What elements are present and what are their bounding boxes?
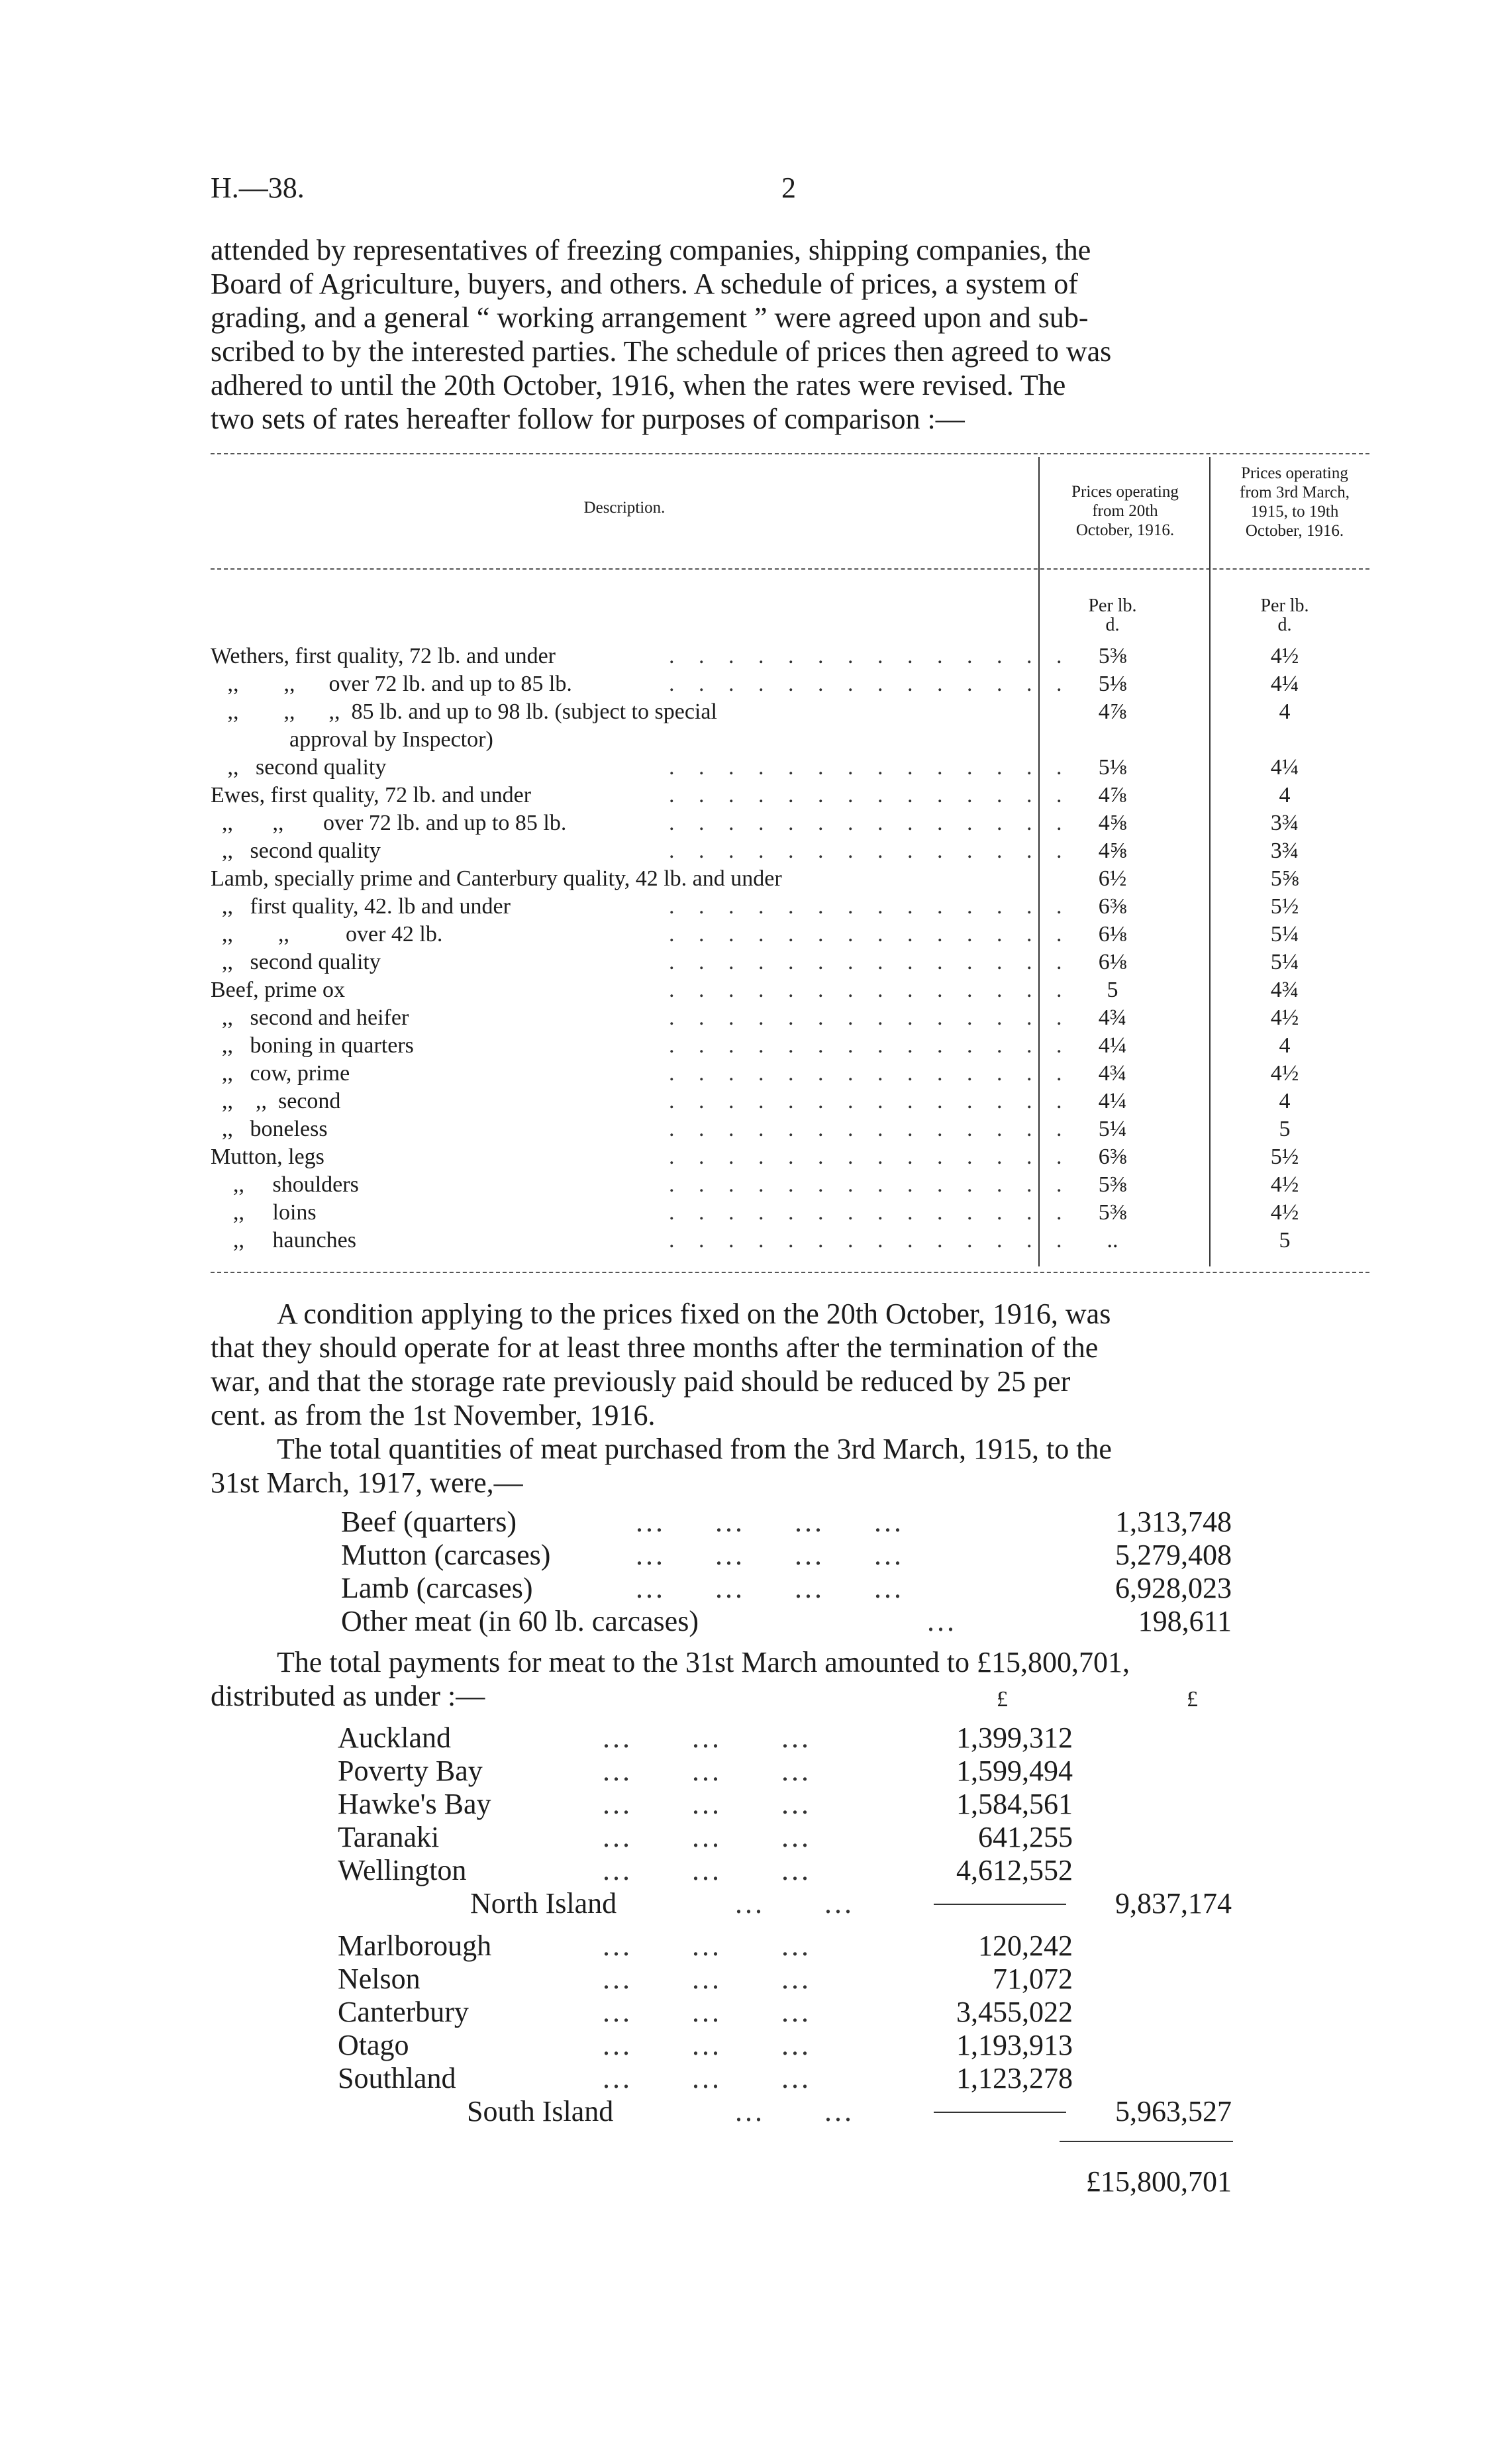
district-amount: 1,599,494 <box>956 1755 1073 1787</box>
price-current: 5⅜ <box>1098 1172 1127 1197</box>
table-row <box>0 726 1486 754</box>
price-previous: 4 <box>1279 783 1291 807</box>
district-amount: 3,455,022 <box>956 1996 1073 2028</box>
price-previous: 5¼ <box>1270 950 1299 974</box>
header-line: 1915, to 19th <box>1250 503 1339 521</box>
leader-dots: ... ... ... ... <box>636 1506 904 1538</box>
header-line: from 3rd March, <box>1240 484 1350 501</box>
table-row <box>0 754 1486 782</box>
table-row <box>0 782 1486 809</box>
table-row <box>0 949 1486 976</box>
condition-line: cent. as from the 1st November, 1916. <box>211 1399 656 1431</box>
quantities-intro-line: The total quantities of meat purchased from the 3rd March, 1915, to the <box>277 1433 1112 1465</box>
currency-label-col2: £ <box>1187 1687 1198 1712</box>
district-amount: 641,255 <box>978 1821 1073 1853</box>
price-previous: 4¾ <box>1270 978 1299 1002</box>
leader-dots: . . . . . . . . . . . . . . <box>669 950 1071 974</box>
price-current: 5⅛ <box>1098 755 1127 780</box>
leader-dots: . . . . . . . . . . . . . . <box>669 783 1071 807</box>
unit-line: Per lb. <box>1260 595 1309 616</box>
table-bottom-rule <box>211 1272 1369 1273</box>
leader-dots: ... ... ... ... <box>636 1572 904 1604</box>
district-name: Hawke's Bay <box>338 1788 491 1820</box>
table-row <box>0 1060 1486 1088</box>
price-current: 4⅝ <box>1098 811 1127 835</box>
price-current: 4⅞ <box>1098 699 1127 724</box>
leader-dots: ... ... ... <box>603 2029 811 2061</box>
price-previous: 4½ <box>1270 1172 1299 1197</box>
price-current: 6⅛ <box>1098 950 1127 974</box>
total-rule <box>1060 2141 1233 2142</box>
district-amount: 1,193,913 <box>956 2029 1073 2061</box>
price-previous: 4¼ <box>1270 755 1299 780</box>
table-row <box>0 921 1486 949</box>
table-row <box>0 1143 1486 1171</box>
price-previous: 4¼ <box>1270 672 1299 696</box>
leader-dots: ... ... <box>735 2095 854 2128</box>
district-amount: 4,612,552 <box>956 1854 1073 1886</box>
intro-paragraph <box>211 233 1383 436</box>
row-description: ,, second quality <box>211 950 381 974</box>
leader-dots: ... ... ... <box>603 1821 811 1853</box>
row-description: ,, cow, prime <box>211 1061 350 1086</box>
price-current: 5¼ <box>1098 1117 1127 1141</box>
row-description: ,, ,, over 72 lb. and up to 85 lb. <box>211 672 572 696</box>
table-row <box>0 1199 1486 1227</box>
quantity-label: Lamb (carcases) <box>341 1572 533 1604</box>
leader-dots: . . . . . . . . . . . . . . <box>669 978 1071 1002</box>
table-row <box>0 670 1486 698</box>
leader-dots: ... <box>927 1605 957 1637</box>
table-row <box>0 1088 1486 1115</box>
header-line: Prices operating <box>1071 483 1179 501</box>
grand-total: £15,800,701 <box>1086 2165 1232 2198</box>
col1-units <box>1046 596 1179 635</box>
col2-units <box>1218 596 1351 635</box>
district-name: Otago <box>338 2029 409 2061</box>
table-row <box>0 837 1486 865</box>
district-name: Southland <box>338 2062 456 2094</box>
district-name: Poverty Bay <box>338 1755 483 1787</box>
quantities-intro-line: 31st March, 1917, were,— <box>211 1466 523 1499</box>
header-line: from 20th <box>1092 502 1158 520</box>
price-previous: 5¼ <box>1270 922 1299 947</box>
condition-line: A condition applying to the prices fixed on the 20th October, 1916, was <box>277 1298 1111 1330</box>
quantity-label: Mutton (carcases) <box>341 1539 551 1571</box>
leader-dots: . . . . . . . . . . . . . . <box>669 755 1071 780</box>
leader-dots: . . . . . . . . . . . . . . <box>669 811 1071 835</box>
quantity-value: 198,611 <box>1138 1605 1232 1637</box>
row-description: ,, haunches <box>211 1228 357 1253</box>
price-current: 5⅜ <box>1098 644 1127 668</box>
currency-label-col1: £ <box>997 1687 1008 1712</box>
price-current: 4⅞ <box>1098 783 1127 807</box>
quantity-label: Beef (quarters) <box>341 1506 517 1538</box>
leader-dots: . . . . . . . . . . . . . . <box>669 1228 1071 1253</box>
col2-header <box>1212 464 1377 540</box>
row-description: ,, ,, over 42 lb. <box>211 922 443 947</box>
leader-dots: ... ... ... ... <box>636 1539 904 1571</box>
description-header: Description. <box>583 499 666 517</box>
price-previous: 5 <box>1279 1117 1291 1141</box>
price-current: .. <box>1107 1228 1118 1253</box>
intro-line: two sets of rates hereafter follow for purposes of comparison :— <box>211 403 965 435</box>
col1-header <box>1041 482 1209 540</box>
price-current: 6⅛ <box>1098 922 1127 947</box>
quantity-label: Other meat (in 60 lb. carcases) <box>341 1605 699 1637</box>
district-amount: 1,123,278 <box>956 2062 1073 2094</box>
leader-dots: ... ... ... <box>603 1755 811 1787</box>
quantities-intro <box>211 1432 1383 1500</box>
district-amount: 71,072 <box>993 1963 1073 1995</box>
leader-dots: ... ... ... <box>603 1788 811 1820</box>
table-row <box>0 893 1486 921</box>
price-previous: 5⅝ <box>1270 866 1299 891</box>
price-current: 4¾ <box>1098 1061 1127 1086</box>
table-header-rule <box>211 568 1369 570</box>
price-previous: 4½ <box>1270 644 1299 668</box>
price-previous: 3¾ <box>1270 839 1299 863</box>
table-row <box>0 698 1486 726</box>
price-current: 5 <box>1107 978 1118 1002</box>
price-previous: 4½ <box>1270 1005 1299 1030</box>
condition-line: that they should operate for at least three months after the termination of the <box>211 1331 1099 1364</box>
leader-dots: ... ... ... <box>603 1929 811 1962</box>
condition-paragraph <box>211 1297 1383 1432</box>
leader-dots: . . . . . . . . . . . . . . <box>669 672 1071 696</box>
page-number: 2 <box>781 172 796 204</box>
table-row <box>0 1032 1486 1060</box>
leader-dots: . . . . . . . . . . . . . . <box>669 894 1071 919</box>
row-description: Lamb, specially prime and Canterbury quality, 42 lb. and under <box>211 866 782 891</box>
table-row <box>0 865 1486 893</box>
leader-dots: . . . . . . . . . . . . . . <box>669 1033 1071 1058</box>
island-subtotal: 5,963,527 <box>1115 2095 1232 2128</box>
price-current: 6⅜ <box>1098 894 1127 919</box>
leader-dots: . . . . . . . . . . . . . . <box>669 1200 1071 1225</box>
district-amount: 1,584,561 <box>956 1788 1073 1820</box>
leader-dots: ... ... ... <box>603 1721 811 1754</box>
district-name: Wellington <box>338 1854 467 1886</box>
price-previous: 4½ <box>1270 1061 1299 1086</box>
price-current: 4¾ <box>1098 1005 1127 1030</box>
intro-line: scribed to by the interested parties. The schedule of prices then agreed to was <box>211 335 1112 368</box>
price-previous: 4½ <box>1270 1200 1299 1225</box>
district-name: Auckland <box>338 1721 452 1754</box>
price-previous: 4 <box>1279 699 1291 724</box>
island-subtotal-label: North Island <box>470 1887 617 1920</box>
leader-dots: ... ... ... <box>603 1996 811 2028</box>
payments-intro-line: distributed as under :— <box>211 1680 485 1712</box>
row-description: ,, second quality <box>211 839 381 863</box>
price-previous: 4 <box>1279 1089 1291 1113</box>
district-name: Canterbury <box>338 1996 469 2028</box>
price-current: 4¼ <box>1098 1089 1127 1113</box>
price-previous: 5 <box>1279 1228 1291 1253</box>
leader-dots: ... ... ... <box>603 1963 811 1995</box>
intro-line: adhered to until the 20th October, 1916, when the rates were revised. The <box>211 369 1066 401</box>
row-description: Mutton, legs <box>211 1145 324 1169</box>
district-amount: 120,242 <box>978 1929 1073 1962</box>
leader-dots: . . . . . . . . . . . . . . <box>669 1061 1071 1086</box>
price-previous: 5½ <box>1270 894 1299 919</box>
price-current: 4⅝ <box>1098 839 1127 863</box>
price-current: 6½ <box>1098 866 1127 891</box>
table-row <box>0 809 1486 837</box>
unit-line: d. <box>1277 615 1292 635</box>
leader-dots: . . . . . . . . . . . . . . <box>669 1172 1071 1197</box>
payments-intro <box>211 1645 1383 1713</box>
row-description: Wethers, first quality, 72 lb. and under <box>211 644 556 668</box>
leader-dots: . . . . . . . . . . . . . . <box>669 1089 1071 1113</box>
price-current: 5⅜ <box>1098 1200 1127 1225</box>
table-row <box>0 1115 1486 1143</box>
leader-dots: ... ... ... <box>603 1854 811 1886</box>
price-current: 5⅛ <box>1098 672 1127 696</box>
leader-dots: ... ... ... <box>603 2062 811 2094</box>
row-description: Beef, prime ox <box>211 978 345 1002</box>
row-description: ,, ,, second <box>211 1089 341 1113</box>
header-line: October, 1916. <box>1245 522 1344 540</box>
subtotal-rule <box>934 1904 1066 1905</box>
header-reference: H.—38. <box>211 172 305 204</box>
quantity-value: 5,279,408 <box>1115 1539 1232 1571</box>
unit-line: Per lb. <box>1088 595 1137 616</box>
table-row <box>0 976 1486 1004</box>
quantity-value: 1,313,748 <box>1115 1506 1232 1538</box>
district-amount: 1,399,312 <box>956 1721 1073 1754</box>
header-line: Prices operating <box>1241 464 1348 482</box>
row-description: ,, first quality, 42. lb and under <box>211 894 511 919</box>
table-top-rule <box>211 453 1369 454</box>
leader-dots: . . . . . . . . . . . . . . <box>669 1117 1071 1141</box>
leader-dots: ... ... <box>735 1887 854 1920</box>
table-row <box>0 1171 1486 1199</box>
intro-line: attended by representatives of freezing companies, shipping companies, the <box>211 234 1091 266</box>
table-row <box>0 1004 1486 1032</box>
leader-dots: . . . . . . . . . . . . . . <box>669 839 1071 863</box>
price-previous: 5½ <box>1270 1145 1299 1169</box>
district-name: Marlborough <box>338 1929 492 1962</box>
row-description: ,, loins <box>211 1200 317 1225</box>
island-subtotal-label: South Island <box>467 2095 614 2128</box>
intro-line: grading, and a general “ working arrangement ” were agreed upon and sub- <box>211 301 1089 334</box>
island-subtotal: 9,837,174 <box>1115 1887 1232 1920</box>
table-row <box>0 642 1486 670</box>
table-row <box>0 1227 1486 1255</box>
row-description: ,, second and heifer <box>211 1005 409 1030</box>
quantity-value: 6,928,023 <box>1115 1572 1232 1604</box>
condition-line: war, and that the storage rate previously paid should be reduced by 25 per <box>211 1365 1071 1398</box>
row-description: ,, boning in quarters <box>211 1033 414 1058</box>
payments-intro-line: The total payments for meat to the 31st March amounted to £15,800,701, <box>277 1646 1130 1678</box>
row-description: ,, ,, ,, 85 lb. and up to 98 lb. (subject to special <box>211 699 717 724</box>
leader-dots: . . . . . . . . . . . . . . <box>669 1145 1071 1169</box>
header-line: October, 1916. <box>1075 521 1175 539</box>
row-description: ,, ,, over 72 lb. and up to 85 lb. <box>211 811 567 835</box>
leader-dots: . . . . . . . . . . . . . . <box>669 922 1071 947</box>
subtotal-rule <box>934 2112 1066 2113</box>
unit-line: d. <box>1105 615 1120 635</box>
district-name: Taranaki <box>338 1821 440 1853</box>
price-current: 6⅜ <box>1098 1145 1127 1169</box>
leader-dots: . . . . . . . . . . . . . . <box>669 644 1071 668</box>
price-current: 4¼ <box>1098 1033 1127 1058</box>
price-previous: 3¾ <box>1270 811 1299 835</box>
row-description: ,, shoulders <box>211 1172 359 1197</box>
row-description: approval by Inspector) <box>211 727 493 752</box>
intro-line: Board of Agriculture, buyers, and others. A schedule of prices, a system of <box>211 268 1078 300</box>
row-description: ,, boneless <box>211 1117 328 1141</box>
row-description: ,, second quality <box>211 755 387 780</box>
leader-dots: . . . . . . . . . . . . . . <box>669 1005 1071 1030</box>
district-name: Nelson <box>338 1963 421 1995</box>
price-previous: 4 <box>1279 1033 1291 1058</box>
row-description: Ewes, first quality, 72 lb. and under <box>211 783 532 807</box>
